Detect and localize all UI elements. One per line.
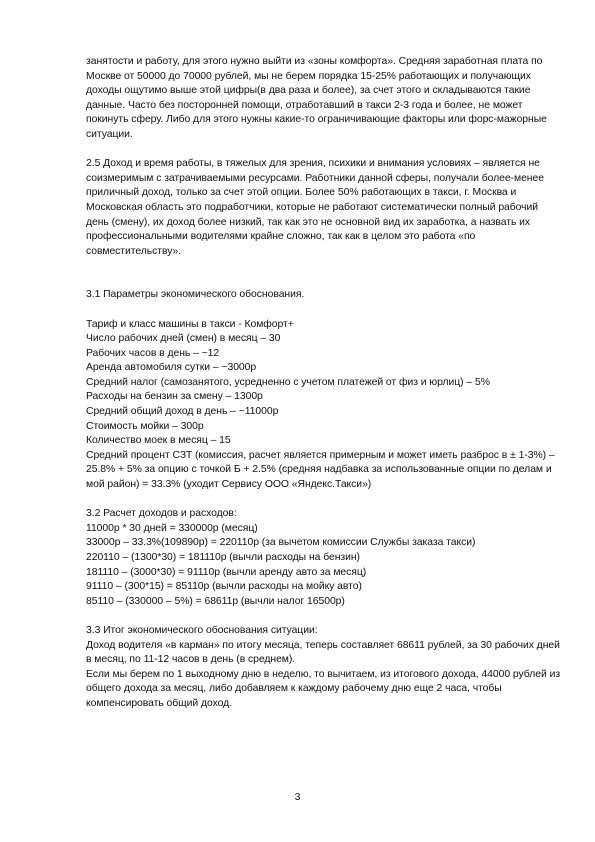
calculation-line: 11000р * 30 дней = 330000р (месяц) (86, 522, 258, 534)
parameter-line: Аренда автомобиля сутки – ~3000р (86, 362, 257, 374)
paragraph-spacer (86, 143, 562, 158)
section-spacer (86, 259, 562, 288)
section-2-5-paragraph: 2.5 Доход и время работы, в тяжелых для зрения, психики и внимания условиях – является не соизмеримым с затрачиваемыми ресурсами. Работники данной сферы, получали более-менее приличный доход, только за счет этой опции. Более 50% работающих в такси, г. Москва и Московская область это подработчики, которые не работают систематически полный рабочий день (смену), их доход более низкий, так как это не основной вид их заработка, а назвать их профессиональными водителями крайне сложно, так как в целом это работа «по совместительству». (86, 158, 544, 257)
parameter-line: Средний налог (самозанятого, усредненно с учетом платежей от физ и юрлиц) – 5% (86, 376, 490, 388)
parameter-line: Стоимость мойки – 300р (86, 420, 204, 432)
intro-paragraph: занятости и работу, для этого нужно выйти из «зоны комфорта». Средняя заработная плата по Москве от 50000 до 70000 рублей, мы не берем порядка 15-25% работающих и получающих доходы ощутимо выше этой цифры(в два раза и более), за счет этого и складываются такие данные. Часто без посторонней помощи, отработавший в такси 2-3 года и более, не может покинуть сферу. Либо для этого нужны какие-то ограничивающие факторы или форс-мажорные ситуации. (86, 56, 547, 140)
calculation-line: 220110 – (1300*30) = 181110р (вычли расходы на бензин) (86, 552, 360, 563)
section-3-2-heading: 3.2 Расчет доходов и расходов: (86, 508, 237, 520)
conclusion-paragraph-2: Если мы берем по 1 выходному дню в неделю, то вычитаем, из итогового дохода, 44000 рублей из общего дохода за месяц, либо добавляем к каждому рабочему дню еще 2 часа, чтобы компенсировать общий доход. (86, 668, 561, 709)
parameter-line: Рабочих часов в день – ~12 (86, 347, 220, 359)
page-content (86, 55, 562, 712)
section-3-3-heading: 3.3 Итог экономического обоснования ситуации: (86, 624, 318, 636)
parameter-line: Тариф и класс машины в такси - Комфорт+ (86, 318, 294, 330)
commission-note: Средний процент СЗТ (комиссия, расчет является примерным и может иметь разброс в ± 1-3%) – 25.8% + 5% за опцию с точкой Б + 2.5% (средняя надбавка за использованные опции по делам и мой район) = 33.3% (уходит Сервису ООО «Яндекс.Такси») (86, 449, 555, 491)
parameter-line: Количество моек в месяц – 15 (86, 435, 231, 447)
calculation-line: 85110 – (330000 – 5%) = 68611р (вычли налог 16500р) (86, 595, 345, 607)
conclusion-paragraph-1: Доход водителя «в карман» по итогу месяца, теперь составляет 68611 рублей, за 30 рабочих дней в месяц, по 11-12 часов в день (в среднем). (86, 639, 560, 666)
parameter-line: Число рабочих дней (смен) в месяц – 30 (86, 333, 281, 345)
calculation-line: 33000р – 33.3%(109890р) = 220110р (за вычетом комиссии Службы заказа такси) (86, 537, 476, 549)
paragraph-spacer (86, 493, 562, 508)
parameter-line: Расходы на бензин за смену – 1300р (86, 391, 263, 403)
calculation-line: 181110 – (3000*30) = 91110р (вычли аренду авто за месяц) (86, 566, 367, 578)
parameter-line: Средний общий доход в день – ~11000р (86, 406, 279, 418)
page-number: 3 (294, 792, 301, 803)
paragraph-spacer (86, 609, 562, 624)
paragraph-spacer (86, 303, 562, 318)
calculation-list (86, 522, 562, 610)
parameters-list (86, 318, 562, 493)
calculation-line: 91110 – (300*15) = 85110р (вычли расходы на мойку авто) (86, 581, 362, 593)
section-3-1-heading: 3.1 Параметры экономического обоснования. (86, 289, 305, 301)
